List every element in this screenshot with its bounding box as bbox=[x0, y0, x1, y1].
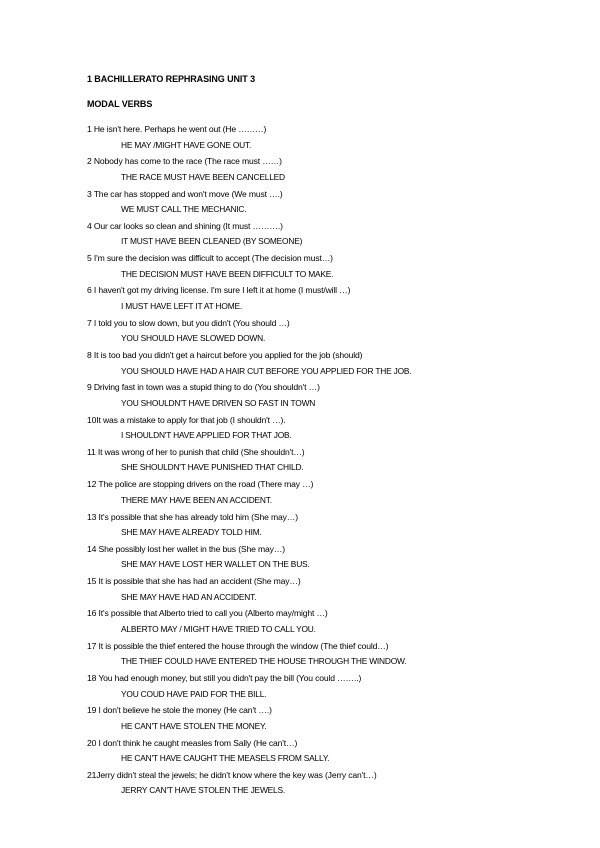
exercise-prompt: 8 It is too bad you didn't get a haircut before you applied for the job (should) bbox=[87, 350, 363, 361]
exercise-answer: YOU SHOULD HAVE SLOWED DOWN. bbox=[121, 333, 266, 344]
exercise-item bbox=[87, 122, 567, 154]
exercise-answer: JERRY CAN'T HAVE STOLEN THE JEWELS. bbox=[121, 785, 286, 796]
exercise-item bbox=[87, 413, 567, 445]
exercise-answer: THE THIEF COULD HAVE ENTERED THE HOUSE THROUGH THE WINDOW. bbox=[121, 656, 407, 667]
exercise-answer: SHE MAY HAVE HAD AN ACCIDENT. bbox=[121, 591, 257, 602]
exercise-item bbox=[87, 154, 567, 186]
exercise-item bbox=[87, 316, 567, 348]
exercise-answer: YOU COUD HAVE PAID FOR THE BILL. bbox=[121, 688, 267, 699]
exercise-prompt: 19 I don't believe he stole the money (He can't ….) bbox=[87, 705, 272, 716]
exercise-prompt: 3 The car has stopped and won't move (We must ….) bbox=[87, 188, 283, 199]
exercise-list bbox=[87, 122, 567, 800]
exercise-prompt: 5 I'm sure the decision was difficult to accept (The decision must…) bbox=[87, 253, 333, 264]
exercise-item bbox=[87, 606, 567, 638]
exercise-prompt: 7 I told you to slow down, but you didn't (You should …) bbox=[87, 317, 290, 328]
exercise-prompt: 9 Driving fast in town was a stupid thing to do (You shouldn't …) bbox=[87, 382, 320, 393]
exercise-item bbox=[87, 283, 567, 315]
exercise-answer: I SHOULDN'T HAVE APPLIED FOR THAT JOB. bbox=[121, 430, 292, 441]
exercise-item bbox=[87, 187, 567, 219]
exercise-answer: YOU SHOULDN'T HAVE DRIVEN SO FAST IN TOWN bbox=[121, 397, 316, 408]
exercise-answer: HE MAY /MIGHT HAVE GONE OUT. bbox=[121, 139, 252, 150]
exercise-prompt: 6 I haven't got my driving license. I'm sure I left it at home (I must/will …) bbox=[87, 285, 351, 296]
exercise-answer: THE DECISION MUST HAVE BEEN DIFFICULT TO MAKE. bbox=[121, 268, 334, 279]
document-title: 1 BACHILLERATO REPHRASING UNIT 3 bbox=[87, 74, 255, 84]
exercise-item bbox=[87, 510, 567, 542]
exercise-item bbox=[87, 219, 567, 251]
exercise-item bbox=[87, 639, 567, 671]
exercise-answer: HE CAN'T HAVE STOLEN THE MONEY. bbox=[121, 720, 267, 731]
exercise-item bbox=[87, 542, 567, 574]
exercise-prompt: 20 I don't think he caught measles from Sally (He can't…) bbox=[87, 737, 298, 748]
exercise-answer: SHE SHOULDN'T HAVE PUNISHED THAT CHILD. bbox=[121, 462, 304, 473]
exercise-item bbox=[87, 768, 567, 800]
exercise-prompt: 10It was a mistake to apply for that job (I shouldn't …). bbox=[87, 414, 286, 425]
exercise-prompt: 12 The police are stopping drivers on the road (There may …) bbox=[87, 479, 314, 490]
exercise-prompt: 17 It is possible the thief entered the house through the window (The thief could…) bbox=[87, 640, 389, 651]
exercise-prompt: 1 He isn't here. Perhaps he went out (He ………) bbox=[87, 124, 267, 134]
exercise-prompt: 14 She possibly lost her wallet in the bus (She may…) bbox=[87, 543, 285, 554]
exercise-item bbox=[87, 477, 567, 509]
exercise-prompt: 15 It is possible that she has had an accident (She may…) bbox=[87, 576, 301, 587]
exercise-answer: I MUST HAVE LEFT IT AT HOME. bbox=[121, 300, 242, 311]
exercise-item bbox=[87, 251, 567, 283]
exercise-answer: ALBERTO MAY / MIGHT HAVE TRIED TO CALL YOU. bbox=[121, 623, 316, 634]
exercise-answer: SHE MAY HAVE LOST HER WALLET ON THE BUS. bbox=[121, 559, 310, 570]
exercise-item bbox=[87, 736, 567, 768]
exercise-prompt: 21Jerry didn't steal the jewels; he didn't know where the key was (Jerry can't…) bbox=[87, 769, 377, 780]
exercise-item bbox=[87, 703, 567, 735]
exercise-answer: HE CAN'T HAVE CAUGHT THE MEASELS FROM SALLY. bbox=[121, 753, 330, 764]
exercise-answer: IT MUST HAVE BEEN CLEANED (BY SOMEONE) bbox=[121, 236, 303, 247]
exercise-prompt: 18 You had enough money, but still you didn't pay the bill (You could ……..) bbox=[87, 673, 362, 684]
exercise-item bbox=[87, 574, 567, 606]
exercise-prompt: 13 It's possible that she has already told him (She may…) bbox=[87, 511, 298, 522]
exercise-answer: THE RACE MUST HAVE BEEN CANCELLED bbox=[121, 171, 285, 182]
exercise-item bbox=[87, 348, 567, 380]
exercise-prompt: 4 Our car looks so clean and shining (It must ……….) bbox=[87, 220, 283, 231]
exercise-answer: YOU SHOULD HAVE HAD A HAIR CUT BEFORE YOU APPLIED FOR THE JOB. bbox=[121, 365, 412, 376]
section-heading: MODAL VERBS bbox=[87, 99, 153, 109]
exercise-answer: WE MUST CALL THE MECHANIC. bbox=[121, 204, 247, 215]
exercise-item bbox=[87, 671, 567, 703]
exercise-answer: THERE MAY HAVE BEEN AN ACCIDENT. bbox=[121, 494, 272, 505]
exercise-prompt: 16 It's possible that Alberto tried to call you (Alberto may/might …) bbox=[87, 608, 328, 619]
exercise-item bbox=[87, 445, 567, 477]
exercise-item bbox=[87, 380, 567, 412]
exercise-answer: SHE MAY HAVE ALREADY TOLD HIM. bbox=[121, 527, 262, 538]
exercise-prompt: 11 It was wrong of her to punish that child (She shouldn't…) bbox=[87, 446, 305, 457]
exercise-prompt: 2 Nobody has come to the race (The race must ……) bbox=[87, 156, 282, 167]
